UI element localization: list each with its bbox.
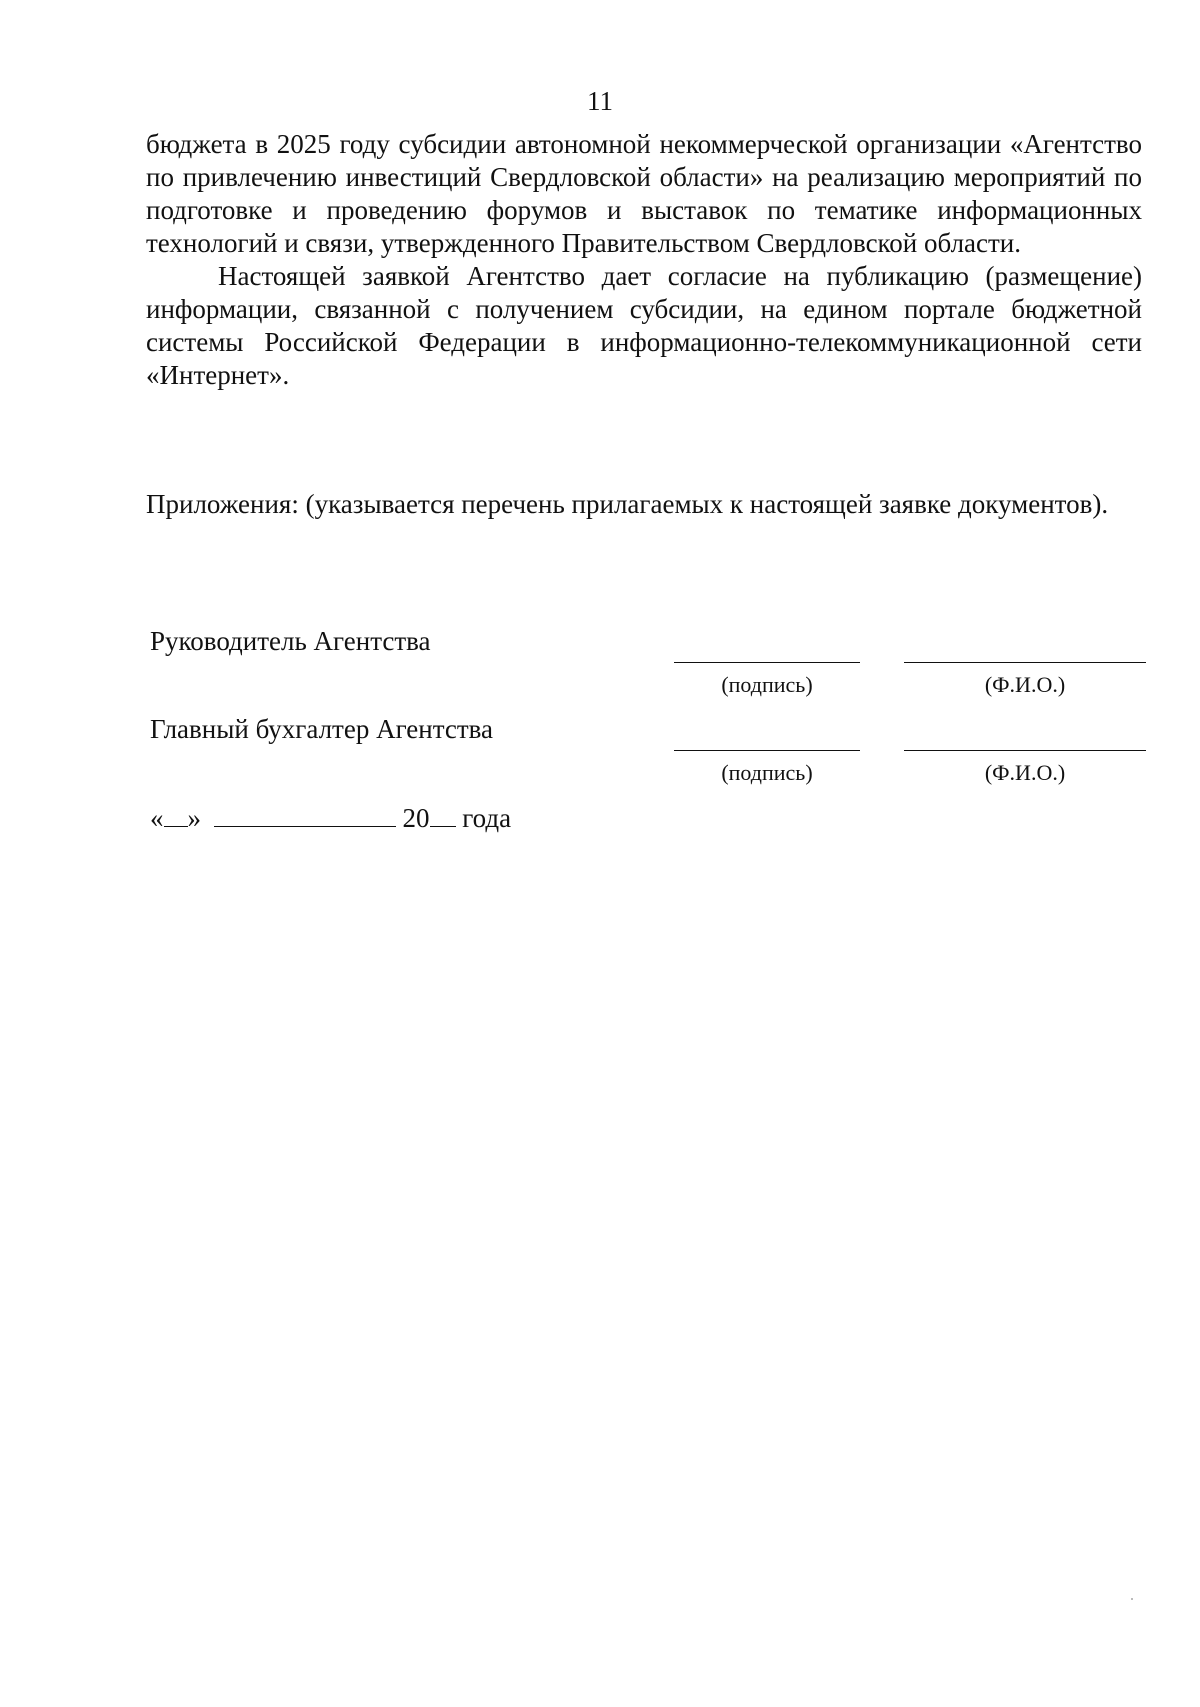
signature-caption: (подпись)	[721, 760, 813, 785]
signature-caption: (подпись)	[721, 672, 813, 697]
month-blank	[214, 804, 396, 827]
year-suffix: года	[462, 803, 512, 833]
year-prefix: 20	[402, 803, 430, 833]
name-line	[904, 662, 1146, 663]
signature-line	[674, 750, 860, 751]
signature-line	[674, 662, 860, 663]
scan-speck	[1131, 1598, 1133, 1600]
paragraph-subsidy: бюджета в 2025 году субсидии автономной некоммерческой организации «Агентство по привлечению инвестиций Свердловской области» на реализацию мероприятий по подготовке и проведению форумов и выставок по тематике информационных технологий и связи, утвержденного Правительством Свердловской области.	[146, 129, 1142, 258]
body-text	[146, 128, 1142, 392]
name-line	[904, 750, 1146, 751]
year-blank	[430, 804, 456, 827]
date-line	[150, 803, 511, 834]
signature-role: Главный бухгалтер Агентства	[150, 714, 494, 744]
signature-role: Руководитель Агентства	[150, 626, 431, 656]
paragraph-consent: Настоящей заявкой Агентство дает согласие на публикацию (размещение) информации, связанной с получением субсидии, на едином портале бюджетной системы Российской Федерации в информационно-телекоммуникационной сети «Интернет».	[146, 261, 1142, 390]
name-caption: (Ф.И.О.)	[984, 760, 1066, 785]
name-caption: (Ф.И.О.)	[984, 672, 1066, 697]
date-open-quote: «	[150, 803, 164, 833]
page-number: 11	[587, 86, 613, 116]
date-close-quote: »	[187, 803, 201, 833]
day-blank	[164, 804, 188, 827]
attachments-list: Приложения: (указывается перечень прилагаемых к настоящей заявке документов).	[146, 489, 1109, 519]
